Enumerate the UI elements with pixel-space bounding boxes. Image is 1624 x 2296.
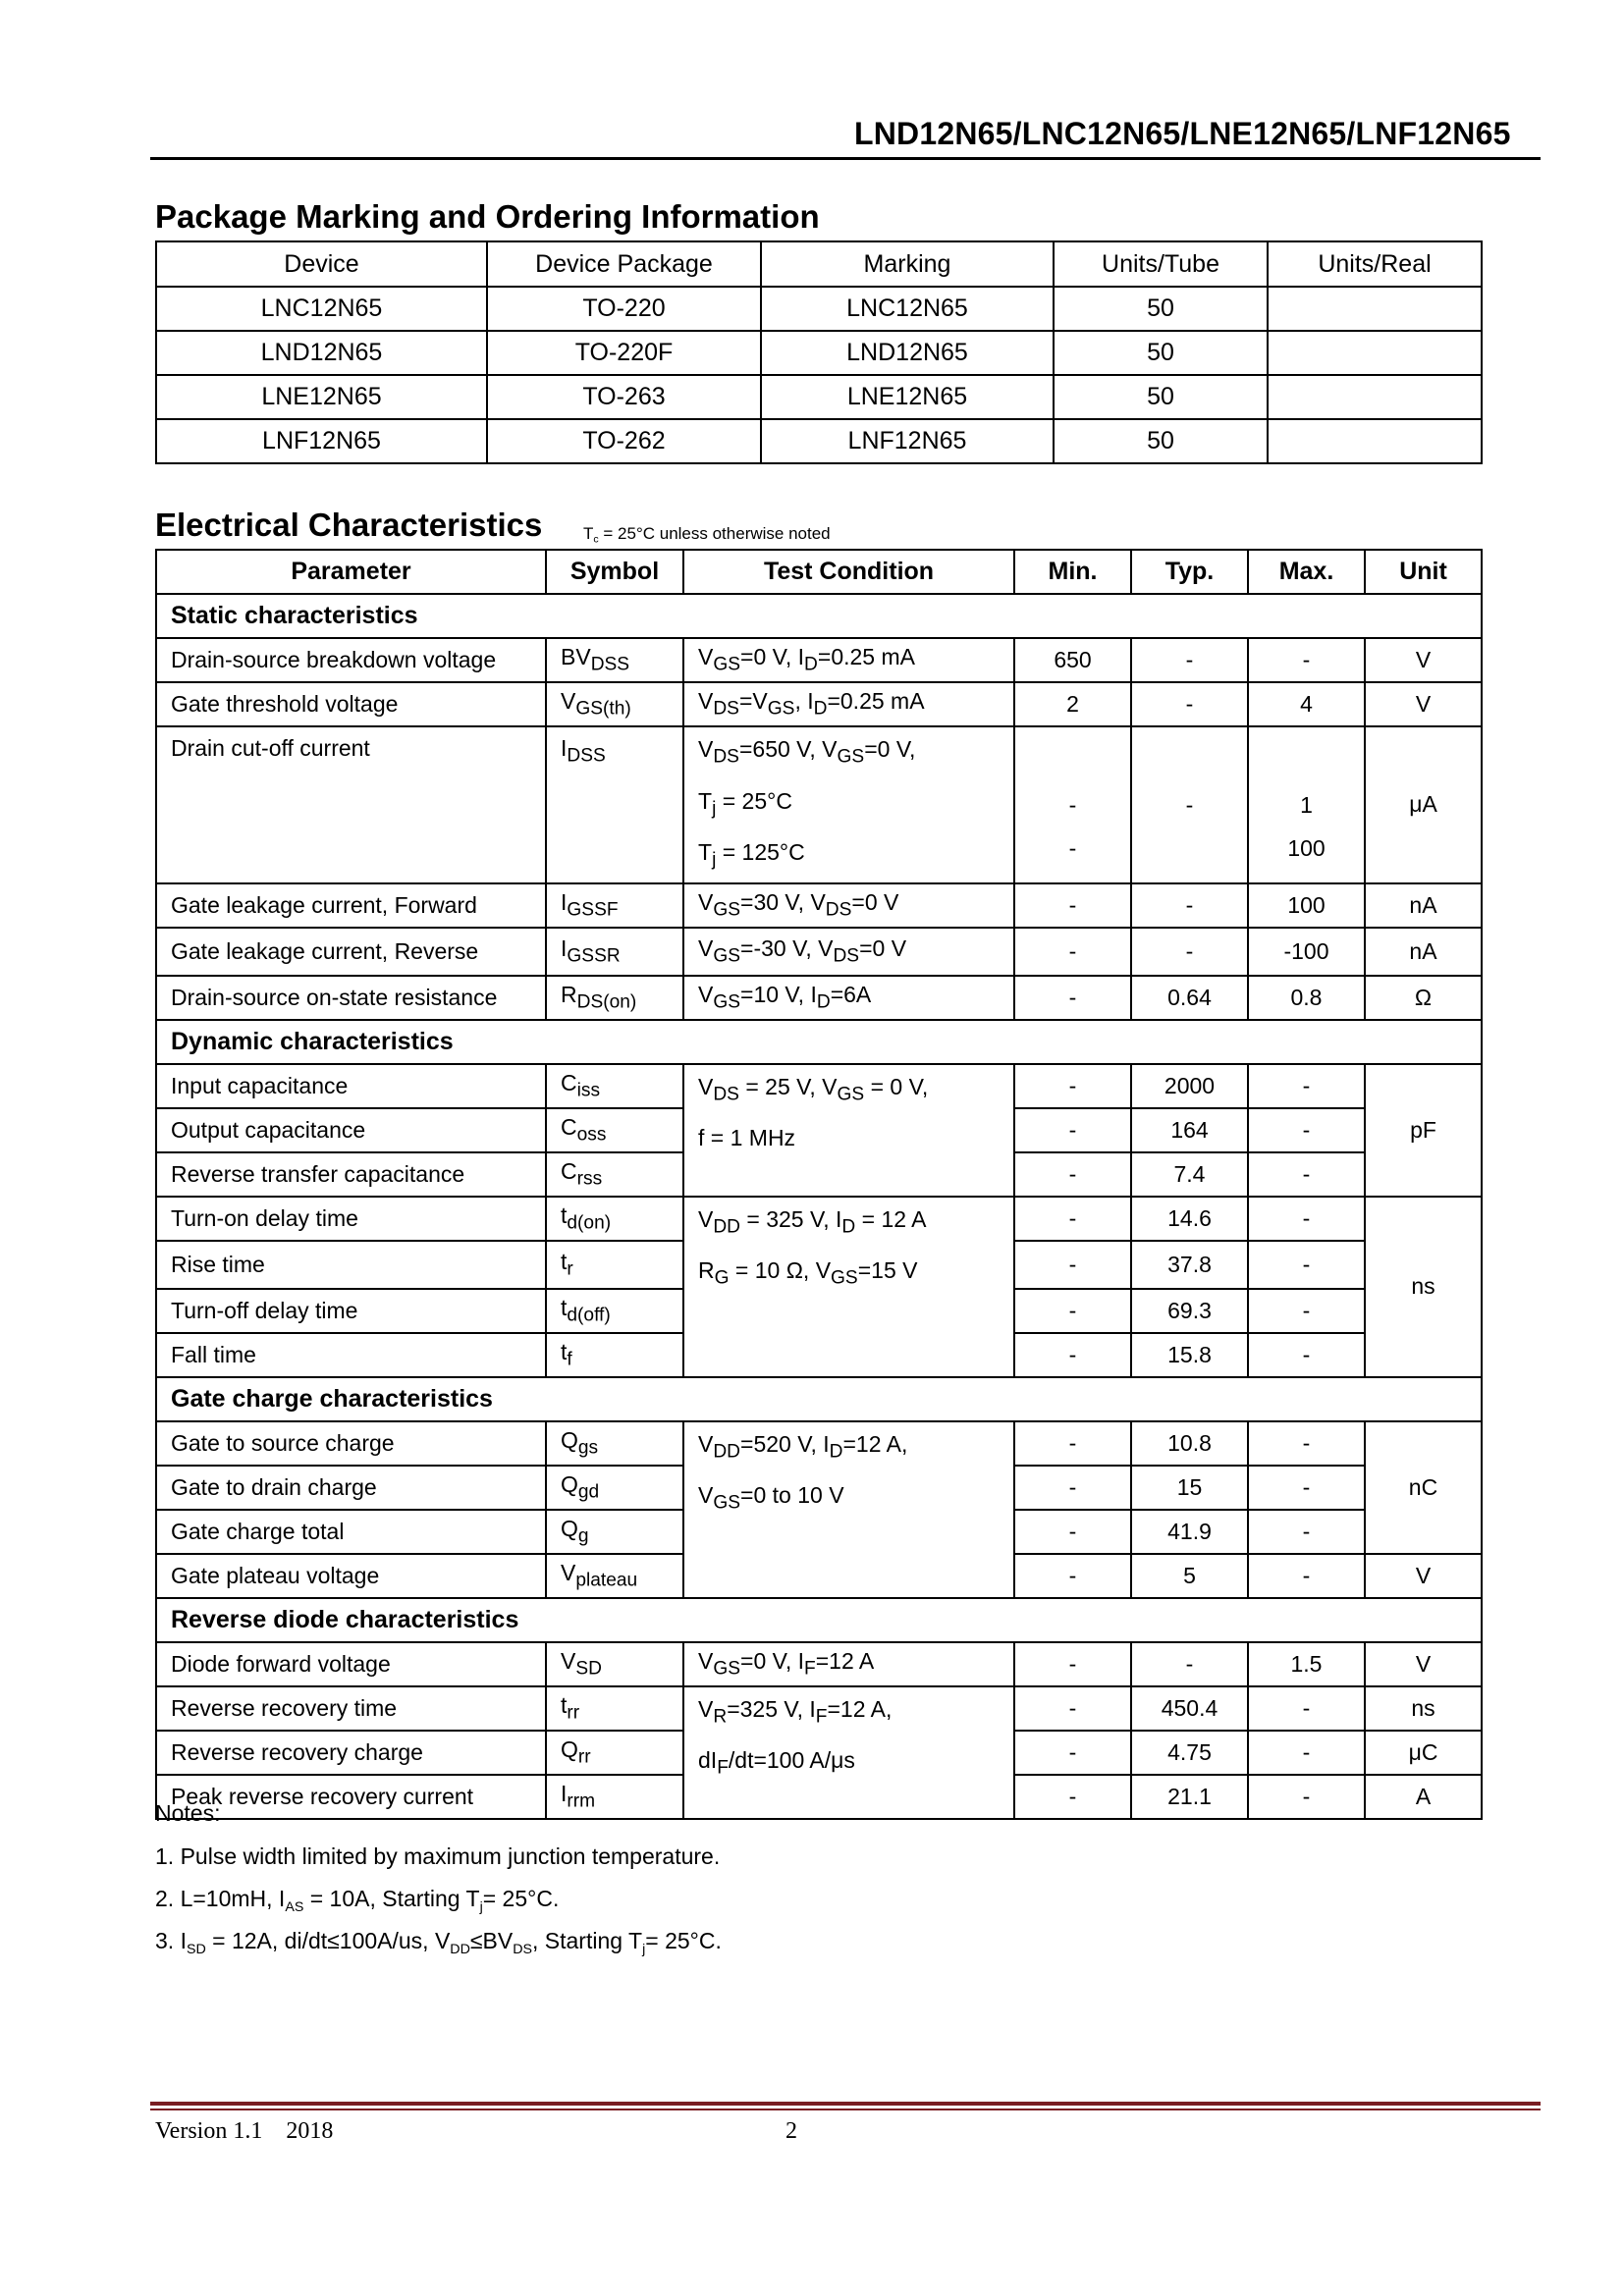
symbol-cell: $t_{rr}$	[546, 1686, 683, 1731]
parameter-cell: Gate leakage current, Reverse	[156, 928, 546, 976]
column-header: Test Condition	[683, 550, 1014, 594]
min-cell: -	[1014, 976, 1131, 1020]
table-row	[156, 1197, 1482, 1241]
units-tube-cell: 50	[1054, 419, 1268, 463]
note-3: 3. $I_{SD} = 12A$, di/dt≤100A/us, $V_{DD}\le BV_{DS}$, Starting $T_j= 25^\circ C$.	[155, 1928, 722, 1957]
marking-cell: LNC12N65	[761, 287, 1054, 331]
note-2: 2. L=10mH, $I_{AS} = 10A$, Starting $T_j= 25^\circ C$.	[155, 1886, 560, 1915]
typ-cell: 10.8	[1131, 1421, 1248, 1466]
table-row	[156, 1642, 1482, 1686]
typ-cell: -	[1131, 726, 1248, 883]
typ-cell: 14.6	[1131, 1197, 1248, 1241]
unit-cell: V	[1365, 638, 1482, 682]
unit-cell: V	[1365, 1554, 1482, 1598]
symbol-cell: $C_{oss}$	[546, 1108, 683, 1152]
package-section-title: Package Marking and Ordering Information	[155, 198, 820, 235]
note-1: 1. Pulse width limited by maximum junction temperature.	[155, 1843, 721, 1869]
typ-cell: 21.1	[1131, 1775, 1248, 1819]
group-heading-reverse-diode: Reverse diode characteristics	[156, 1598, 1482, 1642]
unit-cell: μC	[1365, 1731, 1482, 1775]
min-cell: -	[1014, 1333, 1131, 1377]
unit-cell: nC	[1365, 1421, 1482, 1554]
table-row	[156, 287, 1482, 331]
unit-cell: ns	[1365, 1686, 1482, 1731]
symbol-cell: $t_{d(off)}$	[546, 1289, 683, 1333]
max-cell: -	[1248, 1108, 1365, 1152]
parameter-cell: Reverse recovery time	[156, 1686, 546, 1731]
min-cell: -	[1014, 1686, 1131, 1731]
typ-cell: -	[1131, 638, 1248, 682]
footer-divider-thin	[150, 2109, 1541, 2110]
table-row	[156, 1064, 1482, 1108]
footer-version: Version 1.1 2018	[155, 2118, 334, 2144]
symbol-cell: $I_{DSS}$	[546, 726, 683, 883]
footer-divider	[150, 2102, 1541, 2106]
unit-cell: Ω	[1365, 976, 1482, 1020]
table-row	[156, 638, 1482, 682]
device-cell: LNF12N65	[156, 419, 487, 463]
parameter-cell: Turn-on delay time	[156, 1197, 546, 1241]
parameter-cell: Gate plateau voltage	[156, 1554, 546, 1598]
typ-cell: 164	[1131, 1108, 1248, 1152]
typ-cell: -	[1131, 928, 1248, 976]
units-tube-cell: 50	[1054, 287, 1268, 331]
min-cell: -	[1014, 1775, 1131, 1819]
condition-cell: $V_{GS}=30$ V, $V_{DS}=0$ V	[683, 883, 1014, 928]
package-cell: TO-220F	[487, 331, 761, 375]
marking-cell: LNE12N65	[761, 375, 1054, 419]
device-cell: LNE12N65	[156, 375, 487, 419]
min-cell: -	[1014, 928, 1131, 976]
max-cell: -	[1248, 1686, 1365, 1731]
column-header: Units/Tube	[1054, 241, 1268, 287]
table-row	[156, 726, 1482, 883]
max-cell: -	[1248, 1241, 1365, 1289]
units-real-cell	[1268, 331, 1482, 375]
parameter-cell: Peak reverse recovery current	[156, 1775, 546, 1819]
parameter-cell: Gate charge total	[156, 1510, 546, 1554]
electrical-section-title: Electrical Characteristics	[155, 507, 543, 543]
symbol-cell: $BV_{DSS}$	[546, 638, 683, 682]
typ-cell: 37.8	[1131, 1241, 1248, 1289]
electrical-characteristics-table	[155, 549, 1483, 1820]
max-cell: -	[1248, 1421, 1365, 1466]
group-heading-gate-charge: Gate charge characteristics	[156, 1377, 1482, 1421]
max-cell: -	[1248, 1064, 1365, 1108]
typ-cell: 2000	[1131, 1064, 1248, 1108]
max-cell: -	[1248, 1333, 1365, 1377]
min-cell: -	[1014, 1421, 1131, 1466]
table-row	[156, 375, 1482, 419]
symbol-cell: $V_{plateau}$	[546, 1554, 683, 1598]
min-cell: -	[1014, 883, 1131, 928]
max-cell: 1.5	[1248, 1642, 1365, 1686]
units-real-cell	[1268, 287, 1482, 331]
symbol-cell: $V_{GS(th)}$	[546, 682, 683, 726]
max-cell: -	[1248, 638, 1365, 682]
unit-cell: pF	[1365, 1064, 1482, 1197]
parameter-cell: Rise time	[156, 1241, 546, 1289]
typ-cell: -	[1131, 1642, 1248, 1686]
typ-cell: -	[1131, 883, 1248, 928]
units-real-cell	[1268, 419, 1482, 463]
symbol-cell: $I_{GSSR}$	[546, 928, 683, 976]
package-cell: TO-263	[487, 375, 761, 419]
typ-cell: 450.4	[1131, 1686, 1248, 1731]
table-row	[156, 1421, 1482, 1466]
typ-cell: 15.8	[1131, 1333, 1248, 1377]
group-row	[156, 1377, 1482, 1421]
typ-cell: 41.9	[1131, 1510, 1248, 1554]
symbol-cell: $I_{GSSF}$	[546, 883, 683, 928]
symbol-cell: $V_{SD}$	[546, 1642, 683, 1686]
symbol-cell: $R_{DS(on)}$	[546, 976, 683, 1020]
max-cell: -	[1248, 1152, 1365, 1197]
parameter-cell: Turn-off delay time	[156, 1289, 546, 1333]
max-cell: 4	[1248, 682, 1365, 726]
unit-cell: V	[1365, 682, 1482, 726]
max-cell: -	[1248, 1289, 1365, 1333]
unit-cell: μA	[1365, 726, 1482, 883]
min-cell: -	[1014, 1289, 1131, 1333]
min-cell: -	[1014, 1554, 1131, 1598]
table-row	[156, 331, 1482, 375]
table-row	[156, 682, 1482, 726]
typ-cell: 69.3	[1131, 1289, 1248, 1333]
column-header: Unit	[1365, 550, 1482, 594]
min-cell: -	[1014, 1108, 1131, 1152]
min-cell: -	[1014, 1466, 1131, 1510]
parameter-cell: Gate to drain charge	[156, 1466, 546, 1510]
unit-cell: nA	[1365, 883, 1482, 928]
units-tube-cell: 50	[1054, 331, 1268, 375]
marking-cell: LND12N65	[761, 331, 1054, 375]
max-cell: -	[1248, 1775, 1365, 1819]
min-cell: -	[1014, 1064, 1131, 1108]
document-header-title: LND12N65/LNC12N65/LNE12N65/LNF12N65	[854, 116, 1511, 151]
column-header: Device Package	[487, 241, 761, 287]
parameter-cell: Drain-source on-state resistance	[156, 976, 546, 1020]
condition-cell: $V_{DS}=V_{GS}$, $I_D=0.25$ mA	[683, 682, 1014, 726]
condition-cell: $V_{DD}=520$ V, $I_D=12$ A, $V_{GS}=0$ to 10 V	[683, 1421, 1014, 1598]
condition-cell: $V_{GS}=0$ V, $I_D=0.25$ mA	[683, 638, 1014, 682]
unit-cell: nA	[1365, 928, 1482, 976]
symbol-cell: $C_{rss}$	[546, 1152, 683, 1197]
group-heading-static: Static characteristics	[156, 594, 1482, 638]
column-header: Typ.	[1131, 550, 1248, 594]
device-cell: LND12N65	[156, 331, 487, 375]
group-row	[156, 594, 1482, 638]
unit-cell: V	[1365, 1642, 1482, 1686]
min-cell: 2	[1014, 682, 1131, 726]
max-cell: 1 100	[1248, 726, 1365, 883]
column-header: Marking	[761, 241, 1054, 287]
parameter-cell: Gate threshold voltage	[156, 682, 546, 726]
group-row	[156, 1020, 1482, 1064]
symbol-cell: $Q_{gd}$	[546, 1466, 683, 1510]
group-heading-dynamic: Dynamic characteristics	[156, 1020, 1482, 1064]
condition-cell: $V_{DS} = 25$ V, $V_{GS} = 0$ V, f = 1 MHz	[683, 1064, 1014, 1197]
column-header: Max.	[1248, 550, 1365, 594]
units-tube-cell: 50	[1054, 375, 1268, 419]
max-cell: -	[1248, 1731, 1365, 1775]
typ-cell: 4.75	[1131, 1731, 1248, 1775]
header-divider	[150, 157, 1541, 160]
typ-cell: 7.4	[1131, 1152, 1248, 1197]
symbol-cell: $t_f$	[546, 1333, 683, 1377]
unit-cell: A	[1365, 1775, 1482, 1819]
symbol-cell: $t_{d(on)}$	[546, 1197, 683, 1241]
package-cell: TO-220	[487, 287, 761, 331]
condition-cell: $V_{GS}=10$ V, $I_D=6A$	[683, 976, 1014, 1020]
condition-cell: $V_{GS}=-30$ V, $V_{DS}=0$ V	[683, 928, 1014, 976]
condition-cell: $V_{DS}=650$ V, $V_{GS}=0$ V, $T_j = 25^\circ C$ $T_j = 125^\circ C$	[683, 726, 1014, 883]
table-row	[156, 928, 1482, 976]
units-real-cell	[1268, 375, 1482, 419]
parameter-cell: Fall time	[156, 1333, 546, 1377]
max-cell: -	[1248, 1466, 1365, 1510]
min-cell: 650	[1014, 638, 1131, 682]
column-header: Device	[156, 241, 487, 287]
max-cell: -	[1248, 1554, 1365, 1598]
min-cell: - -	[1014, 726, 1131, 883]
typ-cell: 15	[1131, 1466, 1248, 1510]
min-cell: -	[1014, 1241, 1131, 1289]
typ-cell: 0.64	[1131, 976, 1248, 1020]
parameter-cell: Input capacitance	[156, 1064, 546, 1108]
page-number: 2	[785, 2118, 797, 2144]
min-cell: -	[1014, 1152, 1131, 1197]
package-marking-table	[155, 240, 1483, 464]
max-cell: -	[1248, 1510, 1365, 1554]
parameter-cell: Reverse transfer capacitance	[156, 1152, 546, 1197]
table-header-row	[156, 550, 1482, 594]
group-row	[156, 1598, 1482, 1642]
max-cell: 0.8	[1248, 976, 1365, 1020]
table-row	[156, 883, 1482, 928]
parameter-cell: Diode forward voltage	[156, 1642, 546, 1686]
min-cell: -	[1014, 1197, 1131, 1241]
symbol-cell: $Q_{gs}$	[546, 1421, 683, 1466]
table-row	[156, 419, 1482, 463]
column-header: Units/Real	[1268, 241, 1482, 287]
max-cell: -	[1248, 1197, 1365, 1241]
unit-cell: ns	[1365, 1197, 1482, 1377]
package-cell: TO-262	[487, 419, 761, 463]
table-row	[156, 976, 1482, 1020]
column-header: Parameter	[156, 550, 546, 594]
parameter-cell: Drain-source breakdown voltage	[156, 638, 546, 682]
max-cell: 100	[1248, 883, 1365, 928]
symbol-cell: $Q_{rr}$	[546, 1731, 683, 1775]
temperature-condition-note: $T_c = 25^\circ C$ unless otherwise noted	[583, 524, 831, 546]
device-cell: LNC12N65	[156, 287, 487, 331]
parameter-cell: Reverse recovery charge	[156, 1731, 546, 1775]
max-cell: -100	[1248, 928, 1365, 976]
parameter-cell: Gate leakage current, Forward	[156, 883, 546, 928]
column-header: Min.	[1014, 550, 1131, 594]
min-cell: -	[1014, 1642, 1131, 1686]
min-cell: -	[1014, 1510, 1131, 1554]
condition-cell: $V_{DD} = 325$ V, $I_D = 12$ A $R_G = 10$ Ω, $V_{GS}=15$ V	[683, 1197, 1014, 1377]
typ-cell: -	[1131, 682, 1248, 726]
condition-cell: $V_{GS}=0$ V, $I_F=12$ A	[683, 1642, 1014, 1686]
symbol-cell: $Q_g$	[546, 1510, 683, 1554]
column-header: Symbol	[546, 550, 683, 594]
table-header-row	[156, 241, 1482, 287]
marking-cell: LNF12N65	[761, 419, 1054, 463]
parameter-cell: Output capacitance	[156, 1108, 546, 1152]
parameter-cell: Drain cut-off current	[156, 726, 546, 883]
symbol-cell: $t_r$	[546, 1241, 683, 1289]
symbol-cell: $I_{rrm}$	[546, 1775, 683, 1819]
min-cell: -	[1014, 1731, 1131, 1775]
table-row	[156, 1686, 1482, 1731]
symbol-cell: $C_{iss}$	[546, 1064, 683, 1108]
parameter-cell: Gate to source charge	[156, 1421, 546, 1466]
notes-heading: Notes:	[155, 1800, 221, 1826]
typ-cell: 5	[1131, 1554, 1248, 1598]
condition-cell: $V_R=325$ V, $I_F=12$ A, $dI_F/dt=100$ A/μs	[683, 1686, 1014, 1819]
